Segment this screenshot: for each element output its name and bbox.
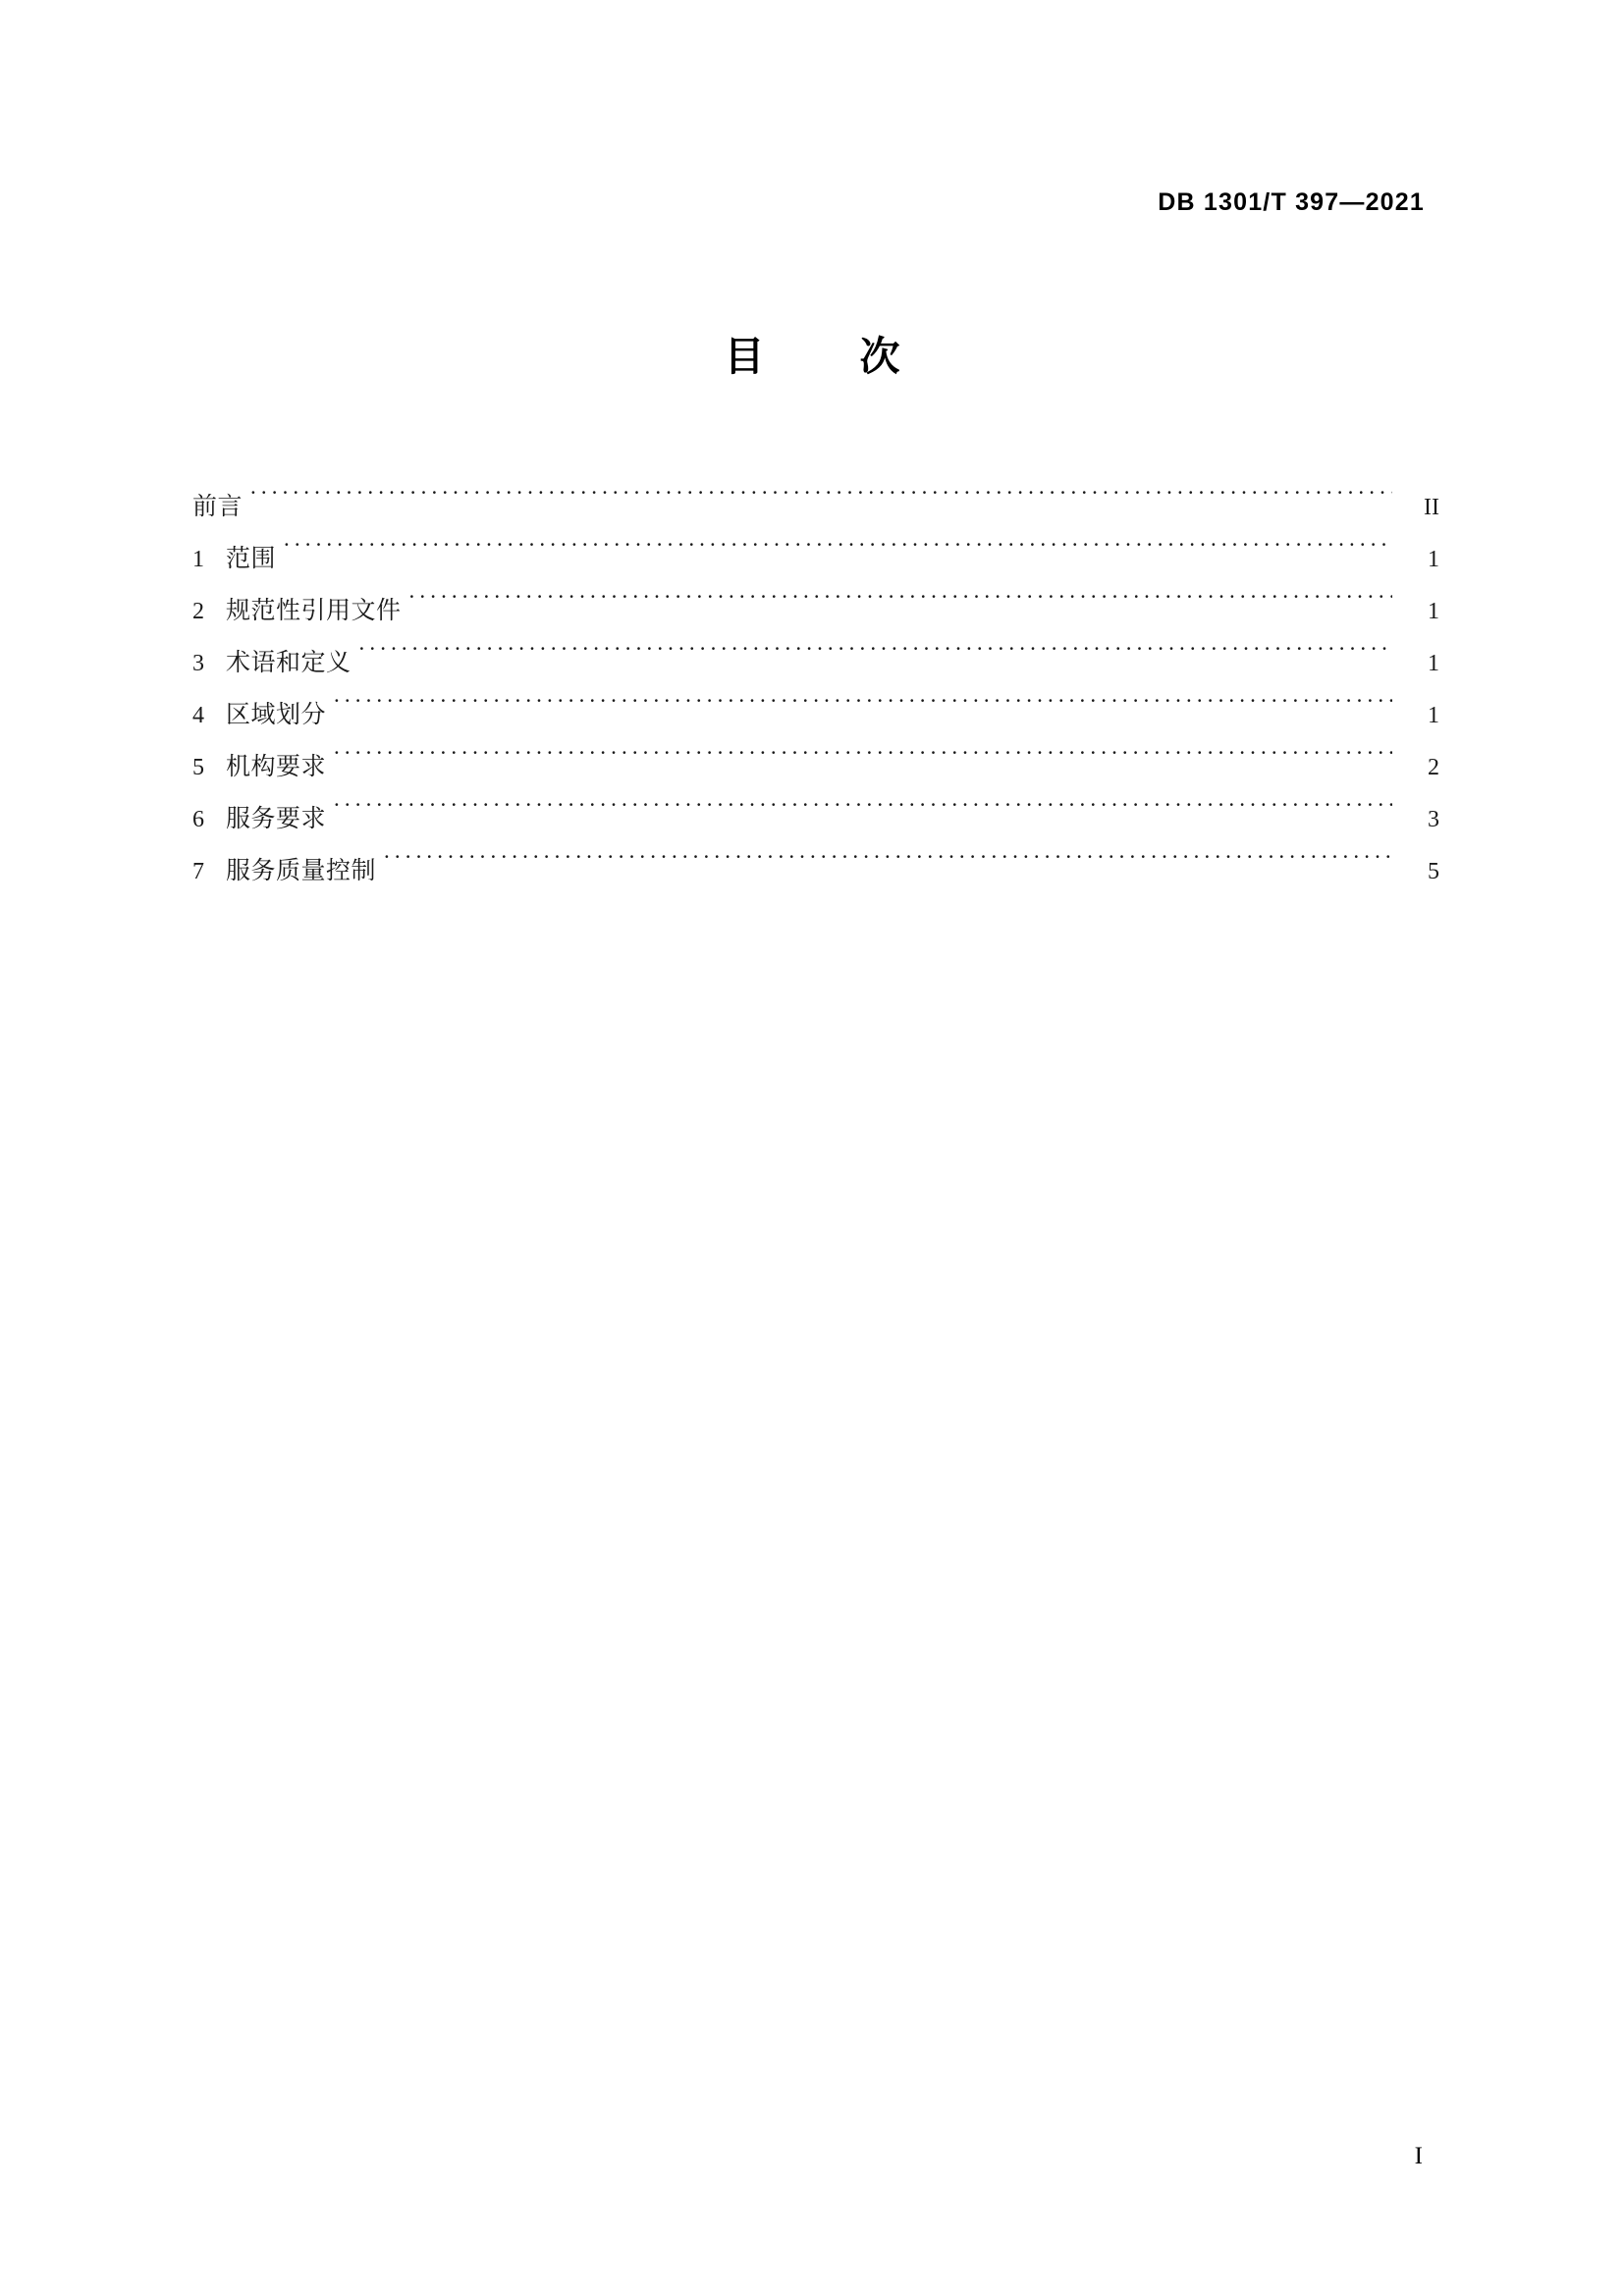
toc-leader-dots bbox=[384, 854, 1392, 879]
toc-leader-dots bbox=[409, 594, 1392, 618]
footer-page-number: I bbox=[1414, 2143, 1423, 2169]
toc-leader-dots bbox=[284, 542, 1392, 566]
toc-entry-5[interactable] bbox=[192, 741, 1439, 793]
toc-entry-label: 服务质量控制 bbox=[226, 858, 377, 884]
toc-leader-dots bbox=[250, 490, 1392, 514]
toc-leader-dots bbox=[334, 750, 1392, 774]
toc-entry-page: II bbox=[1424, 495, 1439, 520]
toc-leader-dots bbox=[334, 802, 1392, 827]
toc-entry-page: 1 bbox=[1428, 599, 1439, 624]
toc-entry-page: 1 bbox=[1428, 651, 1439, 676]
toc-entry-page: 5 bbox=[1428, 859, 1439, 884]
toc-entry-6[interactable] bbox=[192, 793, 1439, 845]
toc-entry-page: 1 bbox=[1428, 703, 1439, 728]
toc-entry-3[interactable] bbox=[192, 637, 1439, 689]
toc-entry-label: 术语和定义 bbox=[226, 650, 352, 676]
table-of-contents bbox=[192, 481, 1439, 897]
toc-entry-label: 规范性引用文件 bbox=[226, 598, 402, 624]
page-title: 目 次 bbox=[724, 334, 928, 379]
toc-leader-dots bbox=[359, 646, 1392, 670]
toc-entry-4[interactable] bbox=[192, 689, 1439, 741]
toc-entry-number: 5 bbox=[192, 755, 204, 780]
toc-entry-number: 3 bbox=[192, 651, 204, 676]
toc-entry-label: 服务要求 bbox=[226, 806, 327, 832]
toc-entry-page: 1 bbox=[1428, 547, 1439, 572]
standard-number-header: DB 1301/T 397—2021 bbox=[1158, 188, 1425, 216]
toc-entry-label: 机构要求 bbox=[226, 754, 327, 780]
toc-entry-number: 1 bbox=[192, 547, 204, 572]
toc-entry-page: 3 bbox=[1428, 807, 1439, 832]
toc-entry-foreword[interactable] bbox=[192, 481, 1439, 533]
toc-entry-label: 前言 bbox=[192, 494, 244, 520]
toc-entry-number: 6 bbox=[192, 807, 204, 832]
toc-entry-7[interactable] bbox=[192, 845, 1439, 897]
toc-leader-dots bbox=[334, 698, 1392, 722]
toc-entry-number: 4 bbox=[192, 703, 204, 728]
toc-entry-2[interactable] bbox=[192, 585, 1439, 637]
toc-entry-number: 7 bbox=[192, 859, 204, 884]
toc-entry-1[interactable] bbox=[192, 533, 1439, 585]
toc-entry-label: 区域划分 bbox=[226, 702, 327, 728]
toc-entry-page: 2 bbox=[1428, 755, 1439, 780]
toc-entry-number: 2 bbox=[192, 599, 204, 624]
toc-entry-label: 范围 bbox=[226, 546, 277, 572]
